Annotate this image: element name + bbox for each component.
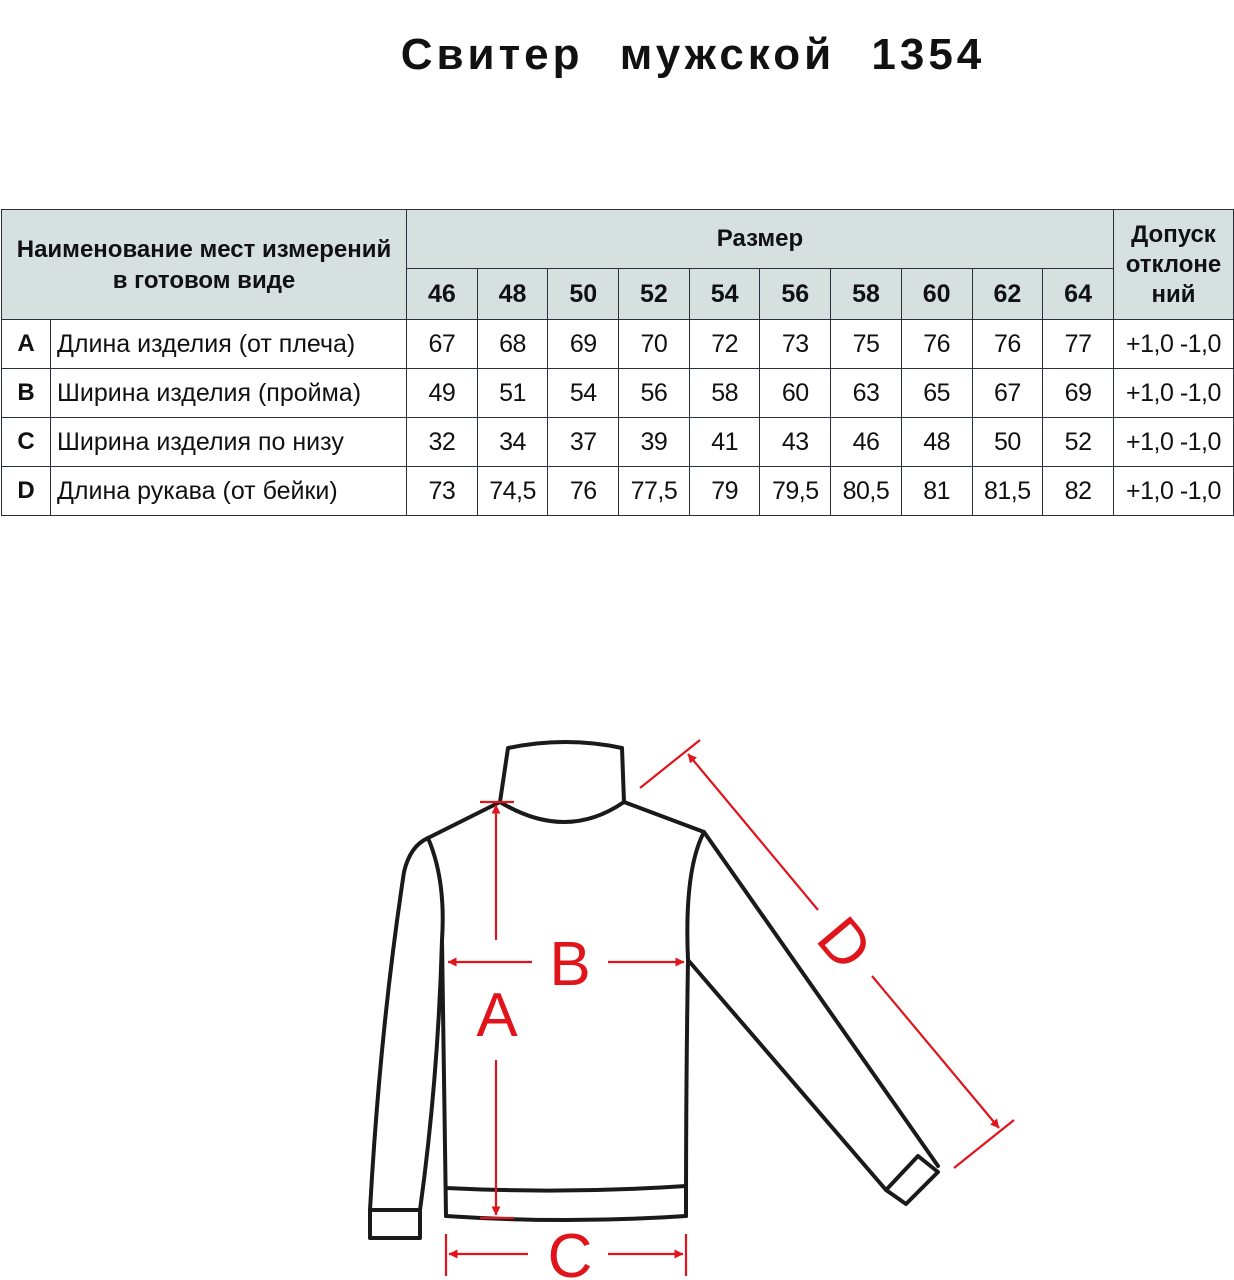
row-letter: D (2, 467, 51, 516)
header-size: Размер (407, 210, 1114, 269)
table-cell: 73 (760, 320, 831, 369)
tolerance-cell: +1,0 -1,0 (1113, 369, 1233, 418)
header-tolerance-line-2: отклоне (1125, 250, 1222, 278)
hem-band (446, 1186, 686, 1191)
measurement-name: Ширина изделия по низу (51, 418, 407, 467)
dimension-label-b: B (549, 930, 591, 999)
table-cell: 67 (407, 320, 478, 369)
table-cell: 76 (972, 320, 1043, 369)
page-title: Свитер мужской 1354 (400, 30, 986, 79)
table-cell: 43 (760, 418, 831, 467)
table-cell: 60 (760, 369, 831, 418)
table-cell: 54 (548, 369, 619, 418)
table-cell: 74,5 (477, 467, 548, 516)
header-tolerance (1113, 210, 1233, 320)
table-cell: 76 (548, 467, 619, 516)
table-cell: 77 (1043, 320, 1114, 369)
table-cell: 75 (831, 320, 902, 369)
row-letter: A (2, 320, 51, 369)
table-cell: 58 (689, 369, 760, 418)
table-cell: 52 (1043, 418, 1114, 467)
dimension-d-bottom-tick (954, 1120, 1014, 1168)
table-row (2, 320, 1234, 369)
header-name-line-1: Наименование мест измерений (16, 235, 392, 263)
header-tolerance-line-3: ний (1151, 280, 1196, 308)
size-column-header: 62 (972, 269, 1043, 320)
left-sleeve-inner (420, 838, 443, 1210)
size-column-header: 58 (831, 269, 902, 320)
table-cell: 41 (689, 418, 760, 467)
row-letter: C (2, 418, 51, 467)
table-row (2, 418, 1234, 467)
dimension-d-lower-arrow (872, 976, 999, 1128)
dimension-label-d: D (803, 904, 886, 984)
table-cell: 76 (901, 320, 972, 369)
table-cell: 63 (831, 369, 902, 418)
size-column-header: 50 (548, 269, 619, 320)
right-cuff (886, 1156, 938, 1204)
collar (500, 742, 624, 822)
header-tolerance-line-1: Допуск (1131, 220, 1216, 248)
table-cell: 56 (619, 369, 690, 418)
table-cell: 70 (619, 320, 690, 369)
dimension-labels (476, 904, 885, 1280)
left-cuff (370, 1210, 420, 1238)
table-cell: 73 (407, 467, 478, 516)
table-cell: 77,5 (619, 467, 690, 516)
measurement-name: Длина рукава (от бейки) (51, 467, 407, 516)
table-cell: 48 (901, 418, 972, 467)
table-row (2, 467, 1234, 516)
sweater-measurement-diagram (0, 700, 1234, 1280)
dimension-label-c: C (547, 1222, 593, 1280)
measurement-name: Длина изделия (от плеча) (51, 320, 407, 369)
header-name-line-2: в готовом виде (112, 266, 296, 294)
table-cell: 51 (477, 369, 548, 418)
table-cell: 79 (689, 467, 760, 516)
dimension-d-upper-arrow (688, 754, 818, 910)
body-right-side (686, 960, 688, 1216)
table-cell: 50 (972, 418, 1043, 467)
measurement-name: Ширина изделия (пройма) (51, 369, 407, 418)
table-cell: 72 (689, 320, 760, 369)
table-cell: 65 (901, 369, 972, 418)
table-cell: 39 (619, 418, 690, 467)
right-sleeve-inner (687, 832, 886, 1190)
body-left-side (442, 940, 446, 1216)
dimension-label-a: A (476, 981, 518, 1050)
size-column-header: 46 (407, 269, 478, 320)
size-column-header: 48 (477, 269, 548, 320)
table-cell: 80,5 (831, 467, 902, 516)
table-cell: 79,5 (760, 467, 831, 516)
header-measurement-name (2, 210, 407, 320)
size-column-header: 54 (689, 269, 760, 320)
size-table (1, 209, 1234, 516)
table-cell: 69 (1043, 369, 1114, 418)
table-cell: 37 (548, 418, 619, 467)
size-column-header: 52 (619, 269, 690, 320)
row-letter: B (2, 369, 51, 418)
table-cell: 46 (831, 418, 902, 467)
tolerance-cell: +1,0 -1,0 (1113, 467, 1233, 516)
table-row (2, 369, 1234, 418)
table-cell: 34 (477, 418, 548, 467)
table-cell: 32 (407, 418, 478, 467)
size-column-header: 64 (1043, 269, 1114, 320)
size-column-header: 60 (901, 269, 972, 320)
tolerance-cell: +1,0 -1,0 (1113, 320, 1233, 369)
size-column-header: 56 (760, 269, 831, 320)
table-cell: 81 (901, 467, 972, 516)
right-sleeve (624, 802, 938, 1166)
table-cell: 68 (477, 320, 548, 369)
table-cell: 69 (548, 320, 619, 369)
tolerance-cell: +1,0 -1,0 (1113, 418, 1233, 467)
table-cell: 67 (972, 369, 1043, 418)
table-cell: 49 (407, 369, 478, 418)
table-cell: 81,5 (972, 467, 1043, 516)
dimension-d-top-tick (640, 740, 700, 788)
sweater-outline (370, 742, 938, 1238)
table-cell: 82 (1043, 467, 1114, 516)
